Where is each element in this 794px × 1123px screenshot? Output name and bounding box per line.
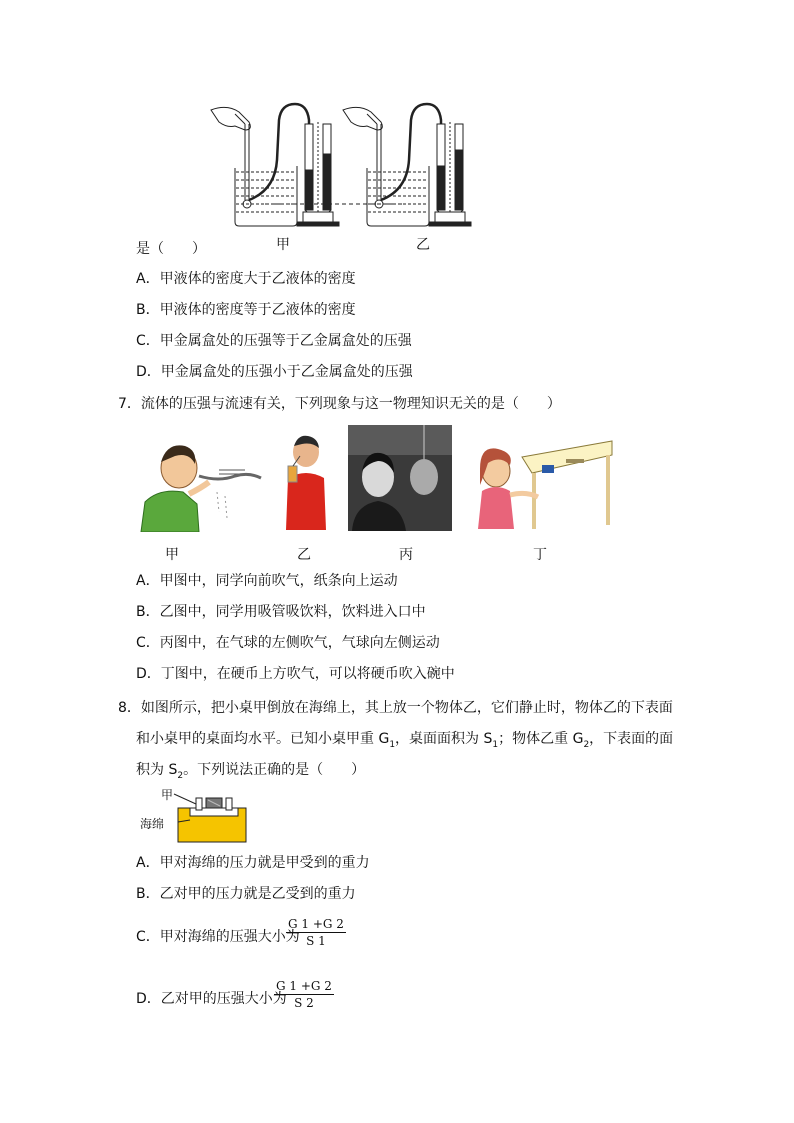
q8-fig-label-jia: 甲 <box>161 788 174 802</box>
q8-fraction-d <box>274 979 334 1010</box>
q8-sub-g2: 2 <box>583 739 590 750</box>
q8-stem-2a: 和小桌甲的桌面均水平。已知小桌甲重 G <box>136 731 390 747</box>
q8-fraction-d-den: S 2 <box>294 996 314 1010</box>
q8-stem-3b: 。下列说法正确的是（ ） <box>183 762 366 778</box>
q7-image-jia <box>139 432 267 532</box>
q7-fig-label-ding: 丁 <box>533 547 547 563</box>
q8-option-a: A．甲对海绵的压力就是甲受到的重力 <box>136 855 370 871</box>
q8-stem-3a: 积为 S <box>136 762 178 778</box>
q8-fraction-c <box>286 917 346 948</box>
q8-stem-line2 <box>136 730 673 754</box>
q7-image-ding <box>466 425 614 529</box>
q8-stem-2b: ，桌面面积为 S <box>395 731 493 747</box>
q7-option-b: B．乙图中，同学用吸管吸饮料，饮料进入口中 <box>136 604 426 620</box>
q7-option-d: D．丁图中，在硬币上方吹气，可以将硬币吹入碗中 <box>136 666 455 682</box>
q7-fig-label-bing: 丙 <box>399 547 413 563</box>
q7-stem: 7．流体的压强与流速有关，下列现象与这一物理知识无关的是（ ） <box>118 396 561 412</box>
q7-image-bing <box>348 425 452 531</box>
q6-option-d: D．甲金属盒处的压强小于乙金属盒处的压强 <box>136 364 413 380</box>
q6-fig-label-jia: 甲 <box>276 237 290 253</box>
manometer-setup-yi <box>343 104 471 226</box>
q6-option-c: C．甲金属盒处的压强等于乙金属盒处的压强 <box>136 333 412 349</box>
q8-fraction-c-den: S 1 <box>306 934 326 948</box>
q8-stem-2c: ；物体乙重 G <box>498 731 584 747</box>
q8-sub-g1: 1 <box>389 739 396 750</box>
q8-fig-label-sponge: 海绵 <box>140 817 165 831</box>
q8-sub-s1: 1 <box>492 739 499 750</box>
q7-option-c: C．丙图中，在气球的左侧吹气，气球向左侧运动 <box>136 635 440 651</box>
q7-fig-label-jia: 甲 <box>165 547 179 563</box>
q7-fig-label-yi: 乙 <box>297 547 311 563</box>
q8-option-c: C．甲对海绵的压强大小为 <box>136 929 300 945</box>
q8-sub-s2: 2 <box>177 770 184 781</box>
manometer-setup-jia <box>211 104 339 226</box>
q6-stem-tail: 是（ ） <box>136 241 206 257</box>
q8-fraction-d-num: G 1 +G 2 <box>276 979 332 993</box>
q8-stem-2d: ，下表面的面 <box>589 731 674 747</box>
q6-option-a: A．甲液体的密度大于乙液体的密度 <box>136 271 356 287</box>
q6-fig-label-yi: 乙 <box>416 237 430 253</box>
q6-option-b: B．甲液体的密度等于乙液体的密度 <box>136 302 356 318</box>
q8-option-b: B．乙对甲的压力就是乙受到的重力 <box>136 886 356 902</box>
q7-image-yi <box>276 432 334 530</box>
q8-stem-line3 <box>136 761 365 785</box>
manometer-figure <box>205 100 480 232</box>
q8-fraction-c-num: G 1 +G 2 <box>288 917 344 931</box>
q7-option-a: A．甲图中，同学向前吹气，纸条向上运动 <box>136 573 398 589</box>
q8-stem-line1: 8．如图所示，把小桌甲倒放在海绵上，其上放一个物体乙，它们静止时，物体乙的下表面 <box>118 700 673 716</box>
q8-option-d: D．乙对甲的压强大小为 <box>136 991 287 1007</box>
